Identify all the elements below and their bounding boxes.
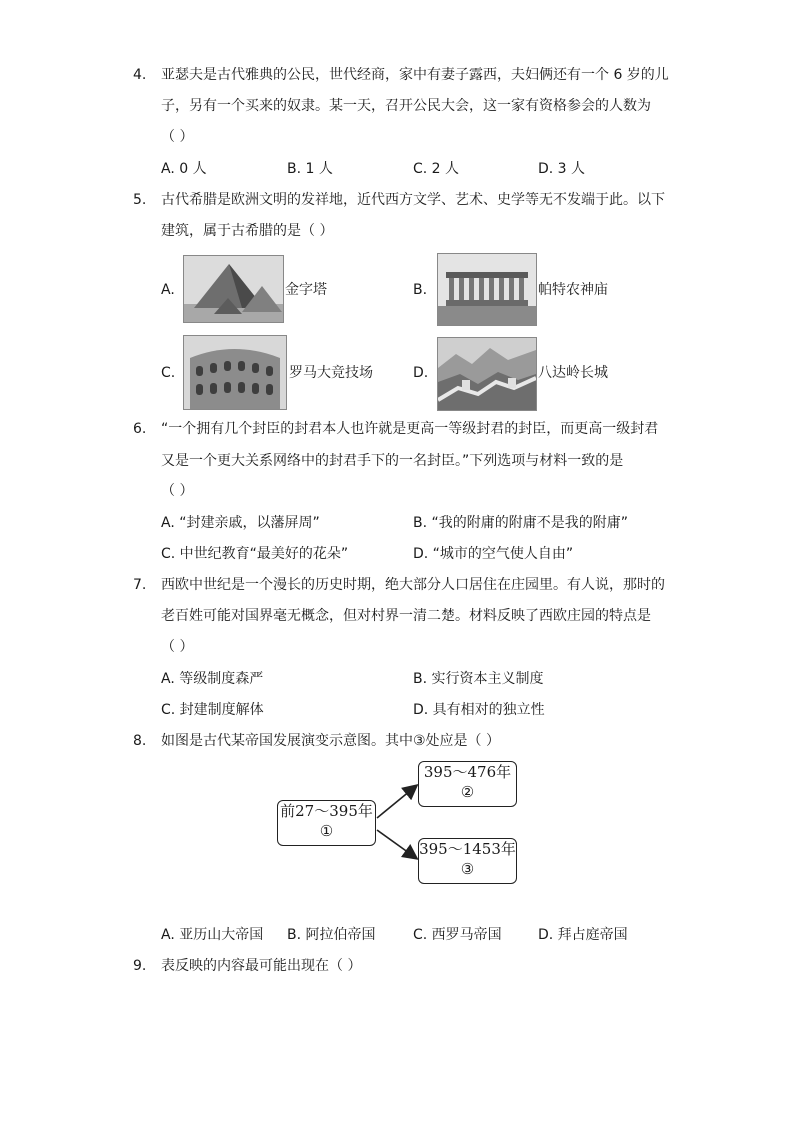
question-6-answer-blank: （ ） bbox=[161, 483, 194, 499]
question-4-option-a: A. 0 人 bbox=[161, 161, 207, 177]
box-2-range: 395～476年 bbox=[423, 763, 512, 781]
question-8-option-c: C. 西罗马帝国 bbox=[413, 927, 502, 943]
question-5-option-b-letter: B. bbox=[413, 282, 428, 298]
box-1-mark: ① bbox=[319, 822, 334, 840]
question-8-number: 8. bbox=[133, 733, 147, 749]
question-4-option-b: B. 1 人 bbox=[287, 161, 333, 177]
question-5-option-b-label: 帕特农神庙 bbox=[538, 282, 608, 298]
question-5-option-a-label: 金字塔 bbox=[285, 282, 327, 298]
question-7-answer-blank: （ ） bbox=[161, 639, 194, 655]
question-6-option-a: A. “封建亲戚，以藩屏周” bbox=[161, 515, 320, 531]
question-4-line-1: 亚瑟夫是古代雅典的公民，世代经商，家中有妻子露西，夫妇俩还有一个 6 岁的儿 bbox=[161, 67, 669, 83]
diagram-box-3 bbox=[418, 838, 517, 884]
question-4-option-d: D. 3 人 bbox=[538, 161, 586, 177]
question-7-option-b: B. 实行资本主义制度 bbox=[413, 671, 544, 687]
question-7-option-c: C. 封建制度解体 bbox=[161, 702, 264, 718]
question-5-option-a-letter: A. bbox=[161, 282, 175, 298]
question-6-option-d: D. “城市的空气使人自由” bbox=[413, 546, 574, 562]
question-4-line-2: 子，另有一个买来的奴隶。某一天，召开公民大会，这一家有资格参会的人数为 bbox=[161, 98, 651, 114]
question-5-option-d-label: 八达岭长城 bbox=[538, 365, 608, 381]
question-6-line-2: 又是一个更大关系网络中的封君手下的一名封臣。”下列选项与材料一致的是 bbox=[161, 453, 624, 469]
question-5-line-1: 古代希腊是欧洲文明的发祥地，近代西方文学、艺术、史学等无不发端于此。以下 bbox=[161, 192, 665, 208]
question-9-number: 9. bbox=[133, 958, 147, 974]
question-7-line-2: 老百姓可能对国界毫无概念，但对村界一清二楚。材料反映了西欧庄园的特点是 bbox=[161, 608, 651, 624]
box-1-range: 前27～395年 bbox=[280, 802, 373, 820]
box-2-mark: ② bbox=[460, 783, 475, 801]
question-5-option-c-letter: C. bbox=[161, 365, 176, 381]
question-6-number: 6. bbox=[133, 421, 147, 437]
question-5-option-d-letter: D. bbox=[413, 365, 429, 381]
question-8-option-a: A. 亚历山大帝国 bbox=[161, 927, 264, 943]
question-6-line-1: “一个拥有几个封臣的封君本人也许就是更高一等级封君的封臣，而更高一级封君 bbox=[161, 421, 659, 437]
question-4-number: 4. bbox=[133, 67, 147, 83]
box-3-range: 395～1453年 bbox=[419, 840, 516, 858]
question-5-number: 5. bbox=[133, 192, 147, 208]
question-5-line-2: 建筑，属于古希腊的是（ ） bbox=[161, 223, 334, 239]
question-6-option-b: B. “我的附庸的附庸不是我的附庸” bbox=[413, 515, 629, 531]
question-9-line-1: 表反映的内容最可能出现在（ ） bbox=[161, 958, 362, 974]
question-7-option-a: A. 等级制度森严 bbox=[161, 671, 264, 687]
question-7-line-1: 西欧中世纪是一个漫长的历史时期，绝大部分人口居住在庄园里。有人说，那时的 bbox=[161, 577, 665, 593]
question-8-option-b: B. 阿拉伯帝国 bbox=[287, 927, 376, 943]
question-5-option-c-label: 罗马大竞技场 bbox=[289, 365, 373, 381]
arrow-to-box-3 bbox=[377, 830, 416, 858]
question-8-option-d: D. 拜占庭帝国 bbox=[538, 927, 628, 943]
arrow-to-box-2 bbox=[377, 786, 416, 818]
question-8-line-1: 如图是古代某帝国发展演变示意图。其中③处应是（ ） bbox=[161, 733, 500, 749]
diagram-box-1 bbox=[277, 800, 376, 846]
question-4-option-c: C. 2 人 bbox=[413, 161, 460, 177]
question-4-answer-blank: （ ） bbox=[161, 129, 194, 145]
question-7-option-d: D. 具有相对的独立性 bbox=[413, 702, 545, 718]
diagram-box-2 bbox=[418, 761, 517, 807]
box-3-mark: ③ bbox=[460, 860, 475, 878]
question-7-number: 7. bbox=[133, 577, 147, 593]
question-6-option-c: C. 中世纪教育“最美好的花朵” bbox=[161, 546, 349, 562]
